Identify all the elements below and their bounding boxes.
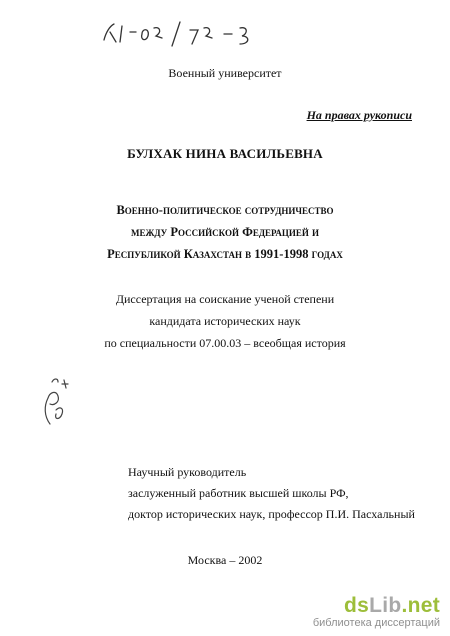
title-line: Военно-политическое сотрудничество <box>116 203 334 217</box>
handwritten-catalog-note <box>100 10 310 52</box>
institution-name: Военный университет <box>168 66 282 80</box>
svg-text:61: 02-7/72-3: 61: 02-7/72-3 <box>260 38 266 39</box>
supervisor-line: заслуженный работник высшей школы РФ, <box>128 486 349 500</box>
dissertation-title <box>60 199 390 265</box>
title-line: Республикой Казахстан в 1991-1998 годах <box>107 247 343 261</box>
degree-line: по специальности 07.00.03 – всеобщая история <box>104 336 346 350</box>
dslib-subtitle: библиотека диссертаций <box>312 617 440 629</box>
margin-stamp <box>36 370 76 430</box>
degree-line: Диссертация на соискание ученой степени <box>115 292 335 306</box>
scientific-supervisor <box>128 462 415 525</box>
dslib-logo: dsLib.net <box>343 594 440 617</box>
degree-line: кандидата исторических наук <box>149 314 301 328</box>
supervisor-line: Научный руководитель <box>128 465 247 479</box>
author-name: БУЛХАК НИНА ВАСИЛЬЕВНА <box>127 146 323 161</box>
degree-statement <box>40 288 410 354</box>
title-line: между Российской Федерацией и <box>130 225 319 239</box>
city-year: Москва – 2002 <box>187 553 263 567</box>
supervisor-line: доктор исторических наук, профессор П.И. Пасхальный <box>128 507 415 521</box>
manuscript-rights-note: На правах рукописи <box>306 108 412 122</box>
dslib-watermark <box>313 595 440 630</box>
